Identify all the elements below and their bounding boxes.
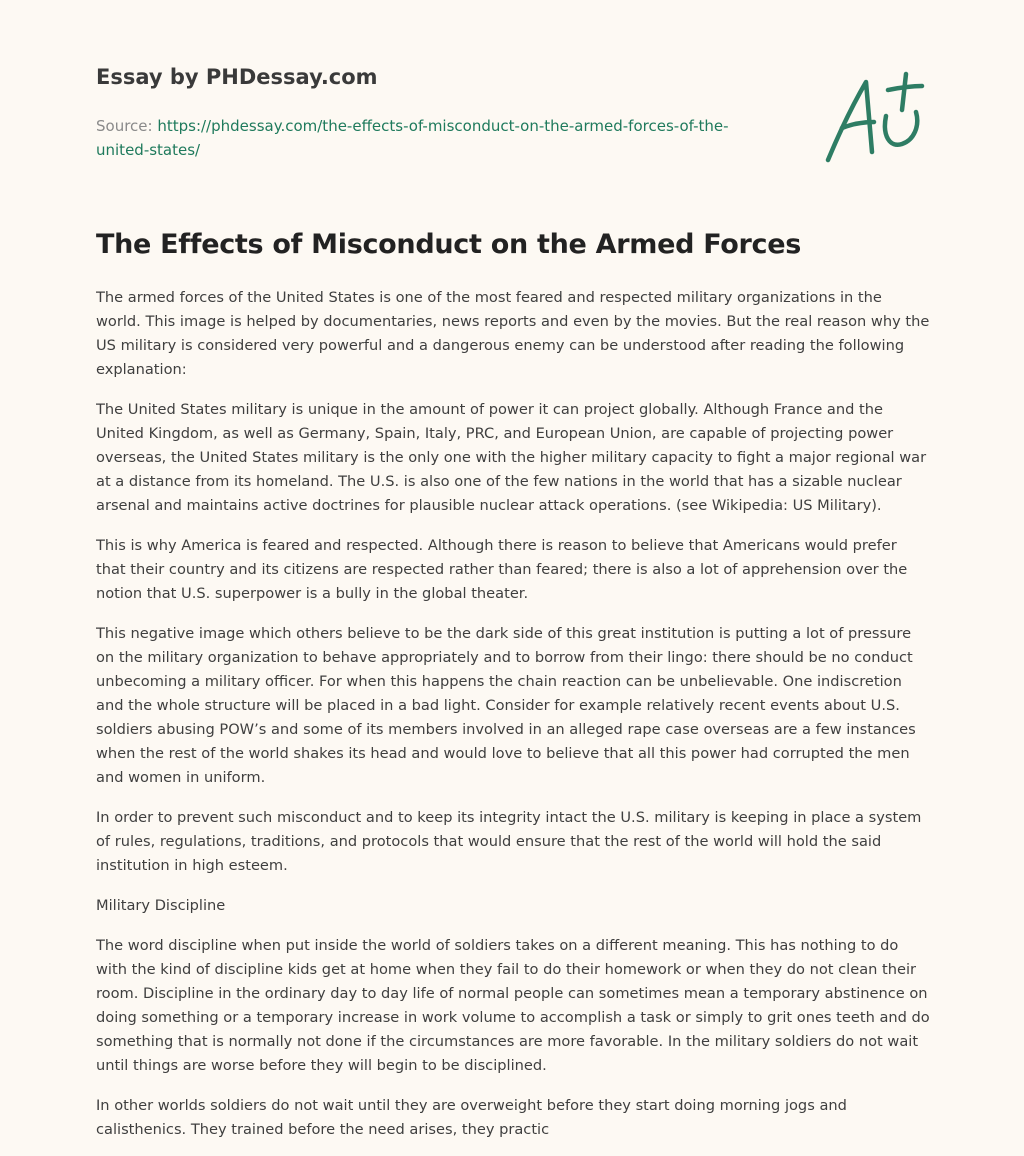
essay-paragraph: In other worlds soldiers do not wait until they are overweight before they start doing morning jogs and calisthenics. They trained before the need arises, they practic [96, 1097, 847, 1138]
source-label: Source: [96, 117, 158, 135]
essay-paragraph: In order to prevent such misconduct and to keep its integrity intact the U.S. military is keeping in place a system of rules, regulations, traditions, and protocols that would ensure that the rest of the world will hold the said institution in high esteem. [96, 809, 922, 874]
source-link[interactable]: https://phdessay.com/the-effects-of-misconduct-on-the-armed-forces-of-the-united-states/ [96, 117, 729, 159]
essay-paragraph: The United States military is unique in the amount of power it can project globally. Although France and the United Kingdom, as well as Germany, Spain, Italy, PRC, and European Union, are capable of projecting power overseas, the United States military is the only one with the higher military capacity to fight a major regional war at a distance from its homeland. The U.S. is also one of the few nations in the world that has a sizable nuclear arsenal and maintains active doctrines for plausible nuclear attack operations. (see Wikipedia: US Military). [96, 401, 927, 514]
document-header [96, 62, 796, 162]
essay-paragraph: The armed forces of the United States is one of the most feared and respected military organizations in the world. This image is helped by documentaries, news reports and even by the movies. But the real reason why the US military is considered very powerful and a dangerous enemy can be understood after reading the following explanation: [96, 289, 930, 378]
essay-paragraph: The word discipline when put inside the world of soldiers takes on a different meaning. This has nothing to do with the kind of discipline kids get at home when they fail to do their homework or when they do not clean their room. Discipline in the ordinary day to day life of normal people can sometimes mean a temporary abstinence on doing something or a temporary increase in work volume to accomplish a task or simply to grit ones teeth and do something that is normally not done if the circumstances are more favorable. In the military soldiers do not wait until things are worse before they will begin to be disciplined. [96, 937, 930, 1074]
a-plus-grade-icon [818, 66, 928, 166]
site-brand: Essay by PHDessay.com [96, 65, 378, 89]
section-heading: Military Discipline [96, 897, 226, 914]
essay-title: The Effects of Misconduct on the Armed Forces [96, 229, 802, 260]
essay-paragraph: This is why America is feared and respected. Although there is reason to believe that Americans would prefer that their country and its citizens are respected rather than feared; there is also a lot of apprehension over the notion that U.S. superpower is a bully in the global theater. [96, 537, 908, 602]
essay-body [96, 286, 930, 1148]
source-line [96, 114, 756, 162]
essay-paragraph: This negative image which others believe to be the dark side of this great institution is putting a lot of pressure on the military organization to behave appropriately and to borrow from their lingo: there should be no conduct unbecoming a military officer. For when this happens the chain reaction can be unbelievable. One indiscretion and the whole structure will be placed in a bad light. Consider for example relatively recent events about U.S. soldiers abusing POW’s and some of its members involved in an alleged rape case overseas are a few instances when the rest of the world shakes its head and would love to believe that all this power had corrupted the men and women in uniform. [96, 625, 916, 786]
